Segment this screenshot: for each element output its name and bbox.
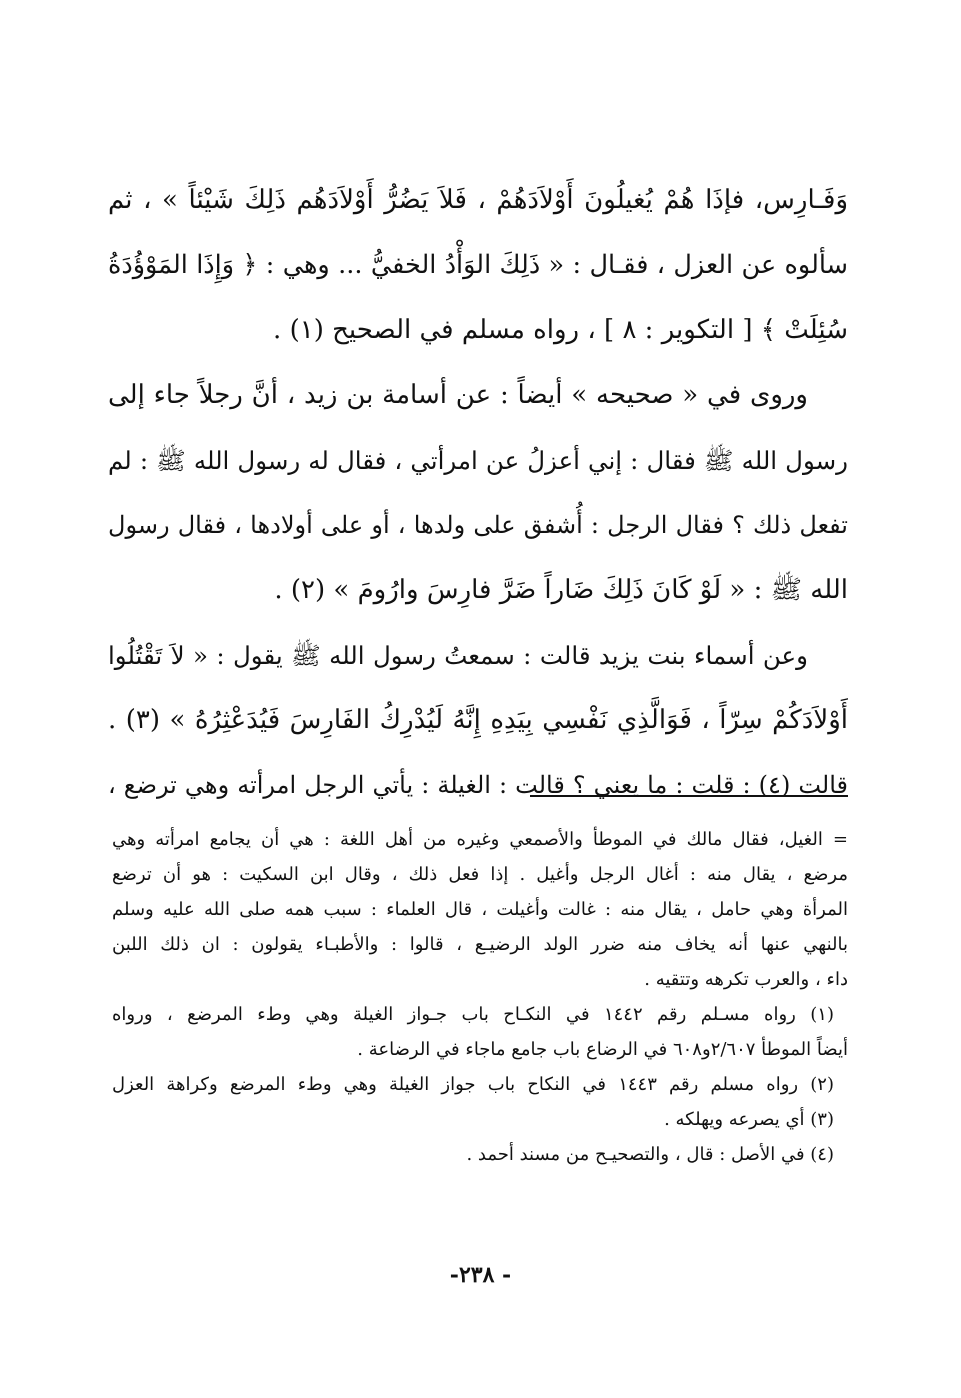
footnote-line: (١) رواه مسـلم رقم ١٤٤٢ في النكـاح باب جـواز الغيلة وهي وطء المرضع ، ورواه (112, 1004, 834, 1025)
footnote-line: = الغيل، فقال مالك في الموطأ والأصمعي وغيره من أهل اللغة : هي أن يجامع امرأته وهي (112, 829, 848, 850)
main-text-line: وَفَـارِس، فإذَا هُمْ يُغيلُونَ أَوْلاَدَهُمْ ، فَلاَ يَضُرُّ أَوْلاَدَهُم ذَلِكَ شَيْئاً » ، ثم (108, 185, 848, 215)
main-text-line: سُئِلَتْ ﴾ [ التكوير : ٨ ] ، رواه مسلم في الصحيح (١) . (273, 315, 848, 345)
main-text-line: قالت (٤) : قلت : ما يعني ؟ قالت : الغيلة : يأتي الرجل امرأته وهي ترضع ، (108, 771, 848, 799)
main-text-line: وروى في « صحيحه » أيضاً : عن أسامة بن زيد ، أنَّ رجلاً جاء إلى (108, 380, 808, 410)
main-text-line: الله ﷺ : « لَوْ كَانَ ذَلِكَ ضَاراً ضَرَّ فارِسَ وارُومَ » (٢) . (274, 575, 848, 605)
page-number: - ٢٣٨- (449, 1262, 512, 1288)
footnote-line: (٤) في الأصل : قال ، والتصحيـح من مسند أحمد . (466, 1144, 834, 1165)
footnote-line: بالنهي عنها أنه يخاف منه ضرر الولد الرضيـع ، قالوا : والأطبـاء يقولون : ان ذلك اللبن (112, 934, 848, 955)
footnote-line: (٢) رواه مسلم رقم ١٤٤٣ في النكاح باب جواز الغيلة وهي وطء المرضع وكراهة العزل (112, 1074, 834, 1095)
main-text-line: أَوْلاَدَكُمْ سِرّاً ، فَوَالَّذِي نَفْسِي بِيَدِهِ إِنَّهُ لَيُدْرِكُ الفَارِسَ فَيُدَعْثِرُهُ » (٣) . (108, 705, 848, 735)
footnote-line: داء ، والعرب تكرهه وتتقيه . (644, 969, 848, 990)
footnote-line: مرضع ، يقال منه : أغال الرجل وأغيل . إذا فعل ذلك ، وقال ابن السكيت : هو أن ترضع (112, 864, 848, 885)
footnotes-block (112, 822, 848, 1172)
main-text-line: وعن أسماء بنت يزيد قالت : سمعتُ رسول الله ﷺ يقول : « لاَ تَقْتُلُوا (108, 641, 808, 670)
footnote-line: (٣) أي يصرعه ويهلكه . (664, 1109, 834, 1130)
main-text-block (108, 168, 848, 818)
main-text-line: سألوه عن العزل ، فقـال : « ذَلِكَ الوَأْدُ الخفيُّ ... وهي : ﴿ وَإِذَا المَوْؤُدَةُ (108, 250, 848, 280)
footnote-line: أيضاً الموطأ ٢/٦٠٧و٦٠٨ في الرضاع باب جامع ماجاء في الرضاعة . (357, 1039, 848, 1060)
footnote-separator (530, 795, 848, 797)
footnote-line: المرأة وهي حامل ، يقال منه : غالت وأغيلت ، قال العلماء : سبب همه صلى الله عليه وسلم (112, 899, 848, 920)
main-text-line: رسول الله ﷺ فقال : إني أعزلُ عن امرأتي ، فقال له رسول الله ﷺ : لم (108, 446, 848, 475)
main-text-line: تفعل ذلك ؟ فقال الرجل : أُشفق على ولدها ، أو على أولادها ، فقال رسول (108, 511, 848, 539)
